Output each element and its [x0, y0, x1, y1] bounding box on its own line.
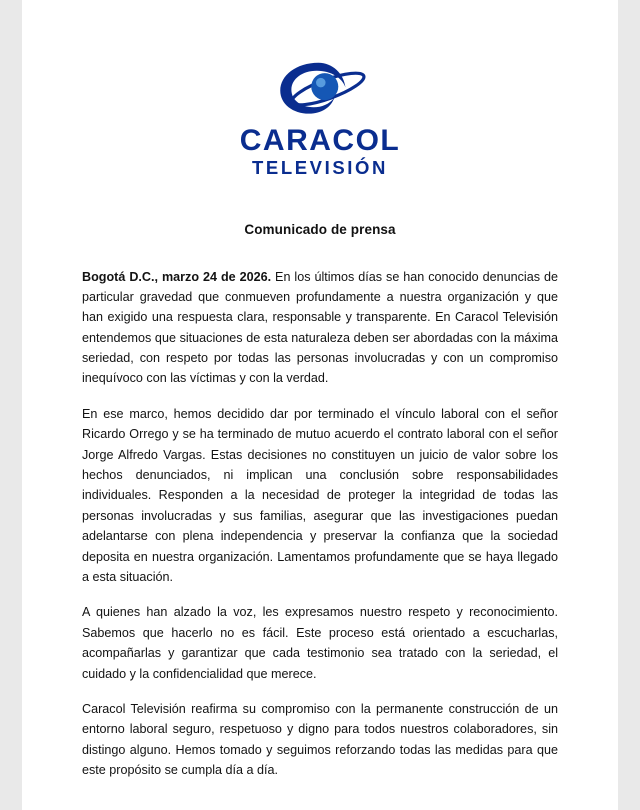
paragraph-3: A quienes han alzado la voz, les expresamos nuestro respeto y reconocimiento. Sabemos que hacerlo no es fácil. Este proceso está orientado a escucharlas, acompañarlas y garantizar que cada testimonio sea tratado con la seriedad, el cuidado y la confidencialidad que merece. — [82, 605, 558, 681]
paragraph-2: En ese marco, hemos decidido dar por terminado el vínculo laboral con el señor Ricardo Orrego y se ha terminado de mutuo acuerdo el contrato laboral con el señor Jorge Alfredo Vargas. Estas decisiones no constituyen un juicio de valor sobre los hechos denunciados, ni implican una conclusión sobre responsabilidades individuales. Responden a la necesidad de proteger la integridad de todas las personas involucradas y sus familias, asegurar que las investigaciones puedan adelantarse con plena independencia y preservar la confianza que la sociedad deposita en nuestra organización. Lamentamos profundamente que se haya llegado a esta situación. — [82, 406, 558, 584]
paragraph-1-text: En los últimos días se han conocido denuncias de particular gravedad que conmueven profundamente a nuestra organización y que han exigido una respuesta clara, responsable y transparente. En Caracol Televisión entendemos que situaciones de esta naturaleza deben ser abordadas con la máxima seriedad, con respeto por todas las personas involucradas y con un compromiso inequívoco con las víctimas y con la verdad. — [82, 269, 558, 386]
brand-logo — [82, 0, 558, 178]
page-title: Comunicado de prensa — [244, 221, 396, 237]
caracol-swirl-icon — [272, 58, 368, 120]
paragraph-1 — [82, 267, 558, 389]
document-sheet — [22, 0, 618, 810]
paragraph-4: Caracol Televisión reafirma su compromiso con la permanente construcción de un entorno laboral seguro, respetuoso y digno para todos nuestros colaboradores, sin distingo alguno. Hemos tomado y seguimos reforzando todas las medidas para que este propósito se cumpla día a día. — [82, 701, 558, 778]
statement-body — [82, 267, 558, 781]
brand-wordmark — [240, 126, 401, 178]
dateline: Bogotá D.C., marzo 24 de 2026. — [82, 269, 272, 284]
brand-subname: TELEVISIÓN — [252, 157, 388, 178]
brand-name: CARACOL — [239, 124, 401, 157]
